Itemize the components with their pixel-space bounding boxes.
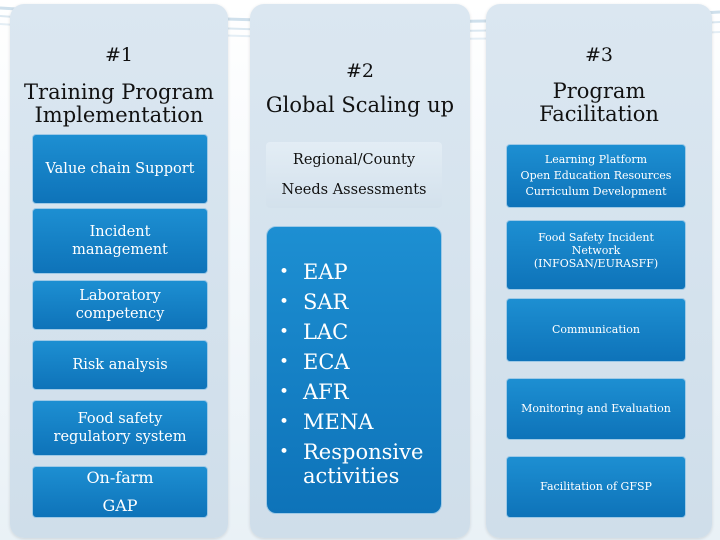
box-food-safety-incident-network: Food Safety Incident Network (INFOSAN/EURASFF) [506, 220, 686, 290]
list-item: • MENA [277, 407, 441, 437]
regions-bullet-list [277, 257, 441, 488]
box-facilitation-gfsp: Facilitation of GFSP [506, 456, 686, 518]
column-2-title: Global Scaling up [265, 93, 455, 117]
list-item: • ECA [277, 347, 441, 377]
box-on-farm-gap: On-farm GAP [32, 466, 208, 518]
box-communication: Communication [506, 298, 686, 362]
box-regional-needs-assessments: Regional/County Needs Assessments [266, 142, 442, 208]
column-3-number: #3 [584, 44, 613, 66]
column-training-program [10, 4, 228, 538]
box-value-chain-support: Value chain Support [32, 134, 208, 204]
regions-list-box [266, 226, 442, 514]
box-incident-management: Incident management [32, 208, 208, 274]
list-item: • AFR [277, 377, 441, 407]
list-item: • Responsive activities [277, 440, 441, 488]
column-3-title: Program Facilitation [539, 79, 659, 126]
list-item: • LAC [277, 317, 441, 347]
column-2-number: #2 [345, 60, 374, 82]
column-program-facilitation [486, 4, 712, 538]
column-1-title: Training Program Implementation [24, 80, 214, 127]
box-laboratory-competency: Laboratory competency [32, 280, 208, 330]
box-risk-analysis: Risk analysis [32, 340, 208, 390]
box-learning-platform: Learning Platform Open Education Resources Curriculum Development [506, 144, 686, 208]
list-item: • EAP [277, 257, 441, 287]
column-1-number: #1 [104, 44, 133, 66]
box-food-safety-regulatory-system: Food safety regulatory system [32, 400, 208, 456]
box-monitoring-evaluation: Monitoring and Evaluation [506, 378, 686, 440]
list-item: • SAR [277, 287, 441, 317]
